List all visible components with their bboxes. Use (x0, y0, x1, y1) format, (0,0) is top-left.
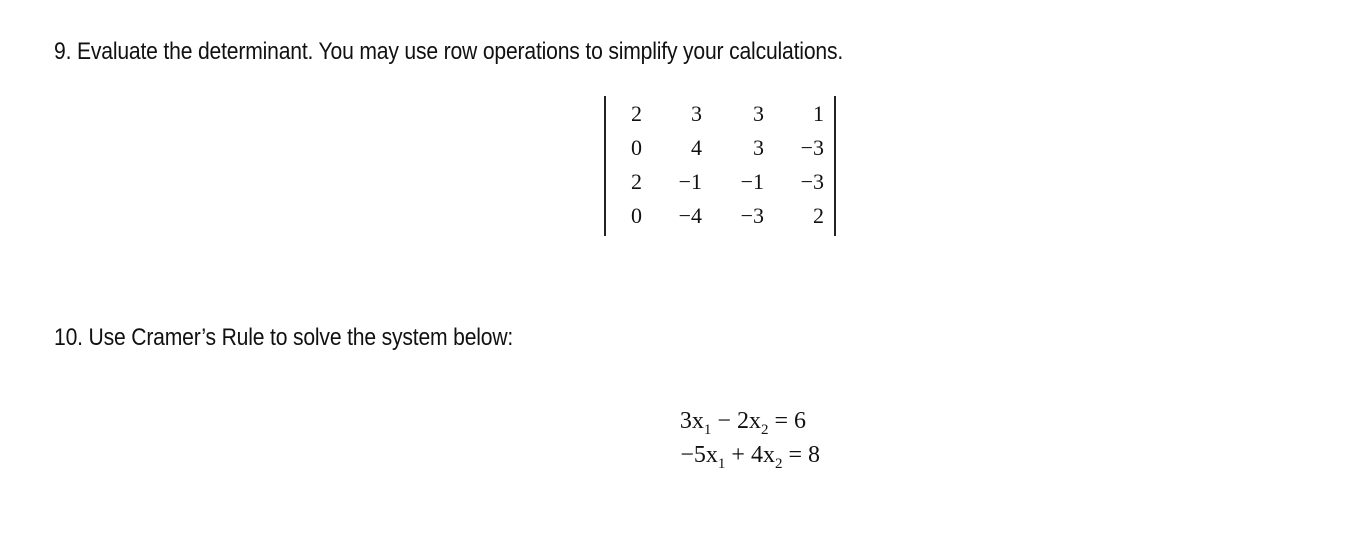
term-x1: −5x (680, 442, 718, 468)
subscript: 2 (774, 455, 783, 472)
matrix-cell: 0 (631, 135, 642, 160)
matrix-cell: −1 (740, 169, 764, 194)
equation-1 (680, 406, 806, 445)
rhs: = 6 (768, 408, 806, 434)
problem-10-prompt: 10. Use Cramer’s Rule to solve the system below: (54, 324, 514, 351)
matrix-cell: 2 (631, 169, 642, 194)
term-x1: 3x (679, 408, 704, 434)
matrix-cell: 3 (753, 101, 764, 126)
matrix-cell: 0 (631, 203, 642, 228)
matrix-row (606, 100, 834, 136)
subscript: 2 (760, 421, 769, 438)
term-x2: 4x (750, 442, 775, 468)
matrix-row (606, 134, 834, 170)
matrix-row (606, 168, 834, 204)
rhs: = 8 (782, 442, 820, 468)
matrix-cell: 1 (813, 101, 824, 126)
matrix-cell: 3 (691, 101, 702, 126)
subscript: 1 (703, 421, 712, 438)
operator: + (725, 442, 751, 468)
matrix-cell: −3 (800, 135, 824, 160)
matrix-cell: −4 (678, 203, 702, 228)
matrix-cell: 3 (753, 135, 764, 160)
problem-9-prompt: 9. Evaluate the determinant. You may use row operations to simplify your calculations. (54, 38, 844, 65)
matrix-cell: 2 (813, 203, 824, 228)
matrix-cell: −1 (678, 169, 702, 194)
term-x2: 2x (736, 408, 761, 434)
matrix-row (606, 202, 834, 238)
subscript: 1 (717, 455, 726, 472)
matrix-cell: −3 (800, 169, 824, 194)
matrix-cell: 4 (691, 135, 702, 160)
matrix-cell: 2 (631, 101, 642, 126)
matrix-cell: −3 (740, 203, 764, 228)
determinant-matrix (604, 96, 836, 236)
equation-2 (680, 440, 820, 479)
operator: − (711, 408, 737, 434)
